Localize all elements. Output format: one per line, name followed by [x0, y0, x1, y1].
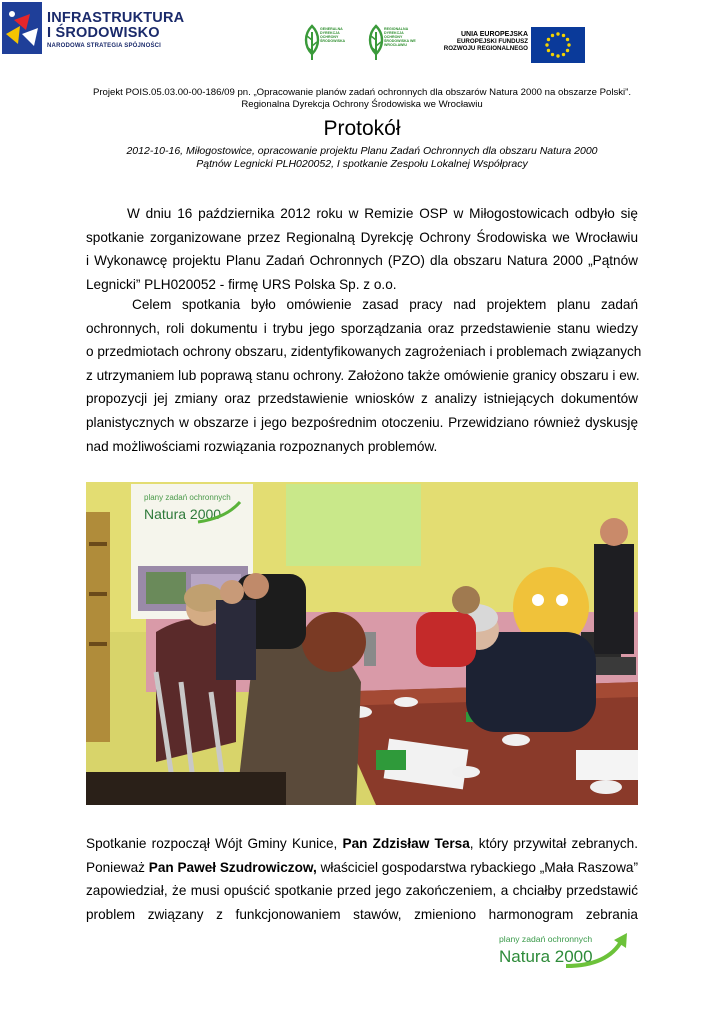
infra-logo-line2: I ŚRODOWISKO: [47, 25, 160, 41]
document-title: Protokół: [323, 117, 401, 140]
eu-star-icon: [556, 32, 559, 35]
eu-star-icon: [551, 53, 554, 56]
paragraph-intro: [86, 202, 638, 296]
paragraph-line: zapowiedział, że musi opuścić spotkanie przed jego zakończeniem, a chciałby przedstawić: [86, 883, 638, 899]
paragraph-line: Celem spotkania było omówienie zasad pracy nad projektem planu zadań: [132, 297, 638, 312]
eu-star-icon: [545, 43, 548, 46]
eu-fund-text: [432, 31, 528, 52]
eu-star-icon: [567, 43, 570, 46]
rdos-logo: [366, 24, 420, 64]
eu-star-icon: [547, 38, 550, 41]
eu-star-icon: [566, 38, 569, 41]
paragraph-line: problem związany z funkcjonowaniem stawów, zmieniono harmonogram zebrania: [86, 906, 638, 922]
paragraph-text: właściciel gospodarstwa rybackiego „Mała Raszowa”: [316, 859, 639, 875]
footer-logo-line1: plany zadań ochronnych: [499, 934, 593, 944]
infrastruktura-logo: [0, 0, 185, 56]
photo-banner-line2: Natura 2000: [144, 506, 222, 522]
eu-text-line2: EUROPEJSKI FUNDUSZ: [456, 38, 528, 45]
project-line-2: Regionalna Dyrekcja Ochrony Środowiska we Wrocławiu: [241, 99, 483, 110]
subtitle-line-2: Pątnów Legnicki PLH020052, I spotkanie Zespołu Lokalnej Współpracy: [196, 158, 528, 170]
paragraph-line: planistycznych w obszarze i jego bezpośrednim otoczeniu. Przewidziano również dyskusję: [86, 414, 638, 430]
infrastruktura-emblem-icon: [0, 0, 44, 56]
meeting-photo: [86, 482, 638, 805]
paragraph-line: ochronnych, roli dokumentu i trybu jego sporządzania oraz przedstawienie stanu wiedzy: [86, 320, 638, 336]
paragraph-opening: [86, 832, 638, 926]
eu-text-line3: ROZWOJU REGIONALNEGO: [443, 45, 528, 52]
paragraph-text: Spotkanie rozpoczął Wójt Gminy Kunice,: [86, 836, 343, 851]
project-line-1: Projekt POIS.05.03.00-00-186/09 pn. „Opracowanie planów zadań ochronnych dla obszarów Natura 2000 na obszarze Polski”.: [92, 87, 632, 98]
footer-logo-line2: Natura 2000: [499, 947, 593, 966]
eu-star-icon: [547, 49, 550, 52]
photo-banner-line1: plany zadań ochronnych: [144, 493, 231, 502]
gdos-logo: [302, 24, 356, 64]
paragraph-text: , który przywitał zebranych.: [469, 836, 639, 851]
leaf-icon: [366, 24, 386, 62]
paragraph-line: i Wykonawcę projektu Planu Zadań Ochronnych (PZO) dla obszaru Natura 2000 „Pątnów: [86, 253, 638, 269]
person-name-szudrowiczow: Pan Paweł Szudrowiczow,: [148, 859, 317, 875]
infra-logo-line3: NARODOWA STRATEGIA SPÓJNOŚCI: [47, 43, 162, 49]
eu-text-line1: UNIA EUROPEJSKA: [460, 31, 528, 38]
paragraph-line: W dniu 16 października 2012 roku w Remizie OSP w Miłogostowicach odbyło się: [127, 206, 638, 221]
paragraph-line: spotkanie zorganizowane przez Regionalną Dyrekcję Ochrony Środowiska we Wrocławiu: [86, 229, 638, 245]
infra-logo-line1: INFRASTRUKTURA: [47, 10, 185, 26]
natura-2000-logo: [496, 932, 630, 972]
paragraph-text: Ponieważ: [86, 859, 149, 875]
person-name-tersa: Pan Zdzisław Tersa: [342, 836, 470, 851]
paragraph-line: o przedmiotach ochrony obszaru, zidentyfikowanych zagrożeniach i problemach związanych: [86, 344, 642, 360]
rdos-logo-text: REGIONALNA DYREKCJA OCHRONY ŚRODOWISKA WE WROCŁAWIU: [384, 27, 416, 48]
subtitle-line-1: 2012-10-16, Miłogostowice, opracowanie projektu Planu Zadań Ochronnych dla obszaru Natura 2000: [126, 145, 598, 157]
paragraph-line: propozycji jej zmiany oraz przedstawienie wniosków z analizy istniejących dokumentów: [86, 391, 638, 407]
eu-flag-icon: [531, 27, 585, 63]
eu-star-icon: [562, 53, 565, 56]
leaf-icon: [302, 24, 322, 62]
eu-star-icon: [551, 34, 554, 37]
eu-star-icon: [562, 34, 565, 37]
eu-star-icon: [556, 54, 559, 57]
gdos-logo-text: GENERALNA DYREKCJA OCHRONY ŚRODOWISKA: [320, 27, 346, 44]
eu-star-icon: [566, 49, 569, 52]
paragraph-purpose: [86, 293, 642, 458]
paragraph-line: Legnicki” PLH020052 - firmę URS Polska Sp. z o.o.: [86, 276, 397, 292]
paragraph-line: nad możliwościami rozwiązania rozpoznanych problemów.: [86, 438, 438, 454]
paragraph-line: z utrzymaniem lub poprawą stanu ochrony. Założono także omówienie granicy obszaru i ew.: [86, 367, 640, 383]
